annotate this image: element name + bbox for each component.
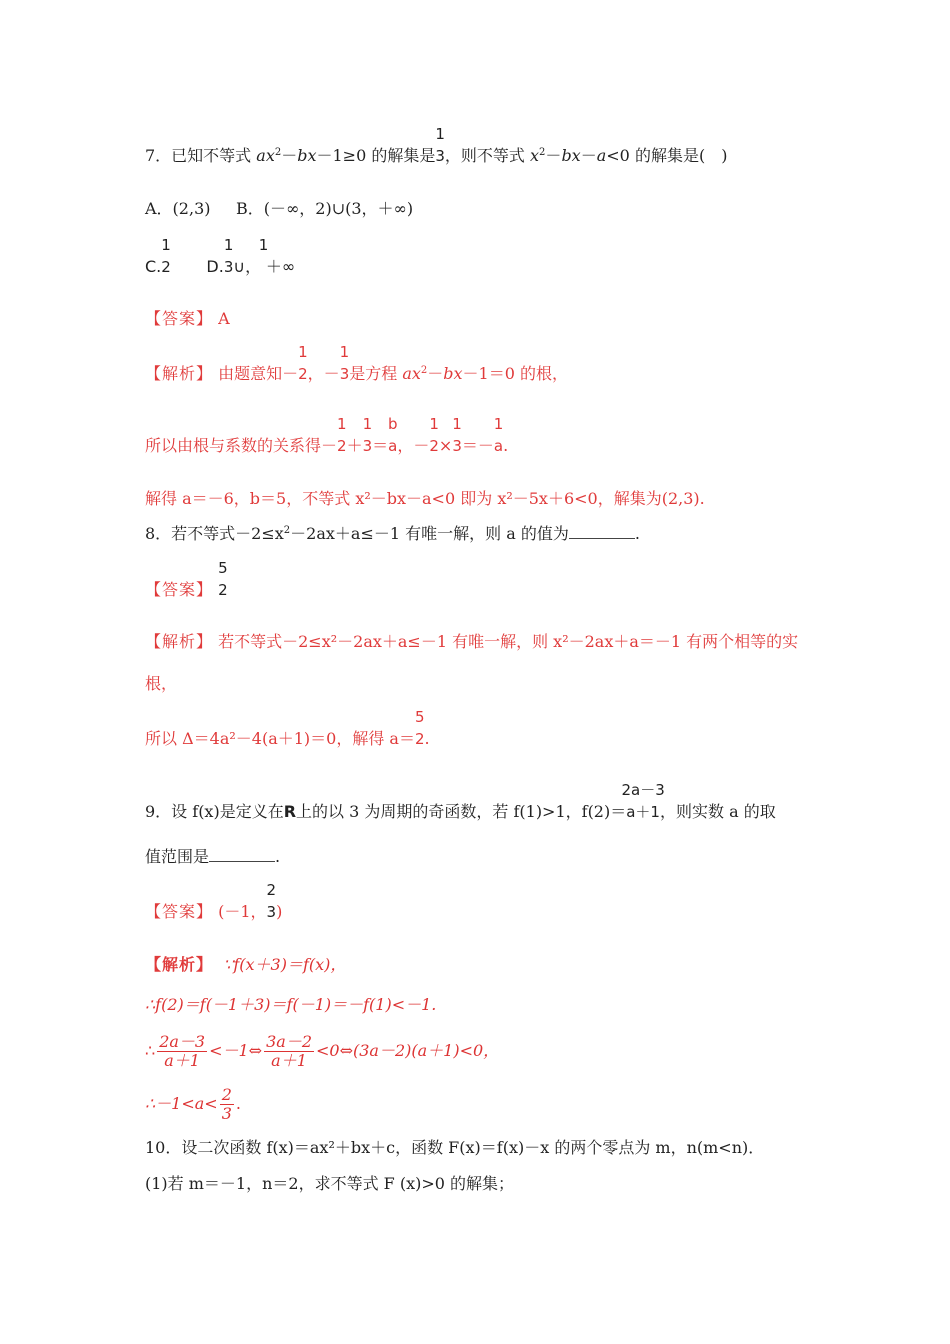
fraction: 1 3 [435, 125, 445, 165]
q9-answer: 【答案】 (－1， 2 3) [145, 881, 283, 921]
q8-stem: 8．若不等式$-2\le x^2-2ax+a\le-1$ 有唯一解，则 a 的值为 . [145, 524, 640, 543]
q10-stem-2: (1)若 m＝－1，n＝2，求不等式 F (x)>0 的解集； [145, 1174, 515, 1193]
q9-stem-2: 值范围是 . [145, 847, 281, 866]
q7-stem: 7．已知不等式 $ax^2-bx-1\ge 0$ 的解集是 1 3，则不等式 $x^2-bx-a<0$ 的解集是( ) [145, 125, 728, 165]
q7-analysis-3: 解得 a＝－6，b＝5，不等式 x²－bx－a<0 即为 x²－5x＋6<0，解集为(2,3). [145, 489, 705, 508]
answer-blank [569, 524, 635, 539]
q9-analysis-4: ∴－1<a< $\frac{2}{3}$ . [145, 1085, 241, 1123]
q9-analysis-2: ∴f(2)＝f(－1＋3)＝f(－1)＝－f(1)<－1. [145, 995, 437, 1014]
q8-analysis-2: 根， [145, 674, 178, 693]
q8-answer: 【答案】 5 2 [145, 559, 228, 599]
q7-analysis-2: 所以由根与系数的关系得－ 1 2＋ 1 3＝ b a，－ 1 2× 1 3＝－ 1 a. [145, 415, 509, 455]
q9-analysis-3: ∴ $\frac{2a-3}{a+1}$ <－1⇔ $\frac{3a-2}{a+1}$ <0⇔(3a－2)(a＋1)<0， [145, 1032, 500, 1070]
q7-options-cd: C. 1 2 D. 1 3∪， 1 ＋∞ [145, 236, 296, 276]
q9-stem-1: 9．设 f(x)是定义在R上的以 3 为周期的奇函数，若 f(1)>1，f(2)＝ 2a－3 a＋1，则实数 a 的取 [145, 781, 776, 821]
answer-blank [209, 847, 275, 862]
q8-analysis-3: 所以 Δ＝4a²－4(a＋1)＝0，解得 a＝ 5 2. [145, 708, 430, 748]
q7-answer: 【答案】 A [145, 309, 230, 328]
q7-analysis-1: 【解析】 由题意知－ 1 2，－ 1 3是方程 $ax^2-bx-1=0$ 的根， [145, 343, 569, 383]
q9-analysis-1: 【解析】 ∵f(x＋3)＝f(x)， [145, 955, 347, 974]
q8-analysis-1: 【解析】 若不等式－2≤x²－2ax＋a≤－1 有唯一解，则 x²－2ax＋a＝－1 有两个相等的实 [145, 632, 799, 651]
q7-options-ab: A．(2,3) B．(－∞，2)∪(3，＋∞) [145, 199, 414, 218]
q10-stem-1: 10．设二次函数 f(x)＝ax²＋bx＋c，函数 F(x)＝f(x)－x 的两个零点为 m，n(m<n)． [145, 1138, 765, 1157]
